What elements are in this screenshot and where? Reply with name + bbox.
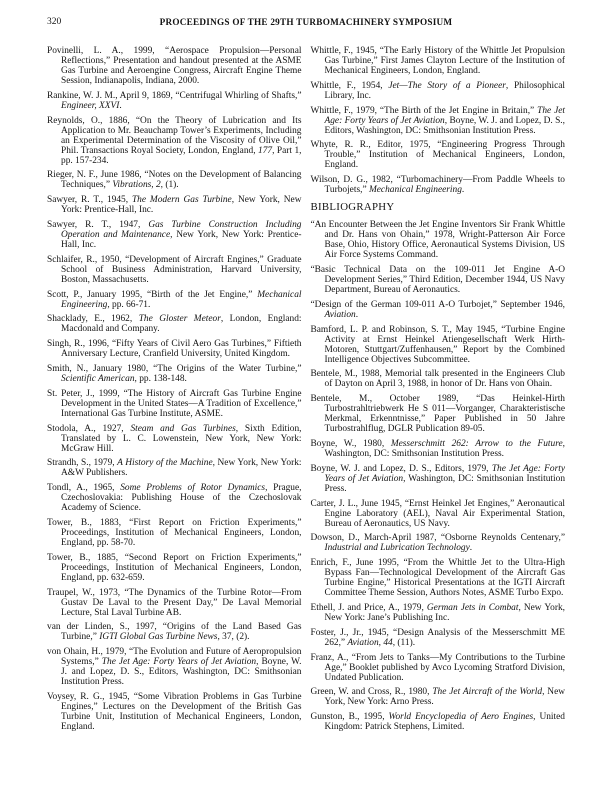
reference-entry: Dowson, D., March-April 1987, “Osborne Reynolds Centenary,” Industrial and Lubrication Technology. — [310, 533, 565, 554]
references-columns — [47, 46, 565, 737]
reference-entry: Smith, N., January 1980, “The Origins of the Water Turbine,” Scientific American, pp. 138-148. — [47, 363, 302, 384]
bibliography-heading: BIBLIOGRAPHY — [310, 201, 395, 214]
reference-entry: Enrich, F., June 1995, “From the Whittle Jet to the Ultra-High Bypass Fan—Technological Development of the Aircraft Gas Turbine Engine,” Historical Presentations at the IGTI Aircraft Committee Theme Session, Authors Notes, ASME Turbo Expo. — [310, 558, 565, 599]
reference-entry: “Design of the German 109-011 A-O Turbojet,” September 1946, Aviation. — [310, 299, 565, 320]
left-column — [47, 46, 302, 737]
reference-entry: Rankine, W. J. M., April 9, 1869, “Centrifugal Whirling of Shafts,” Engineer, XXVI. — [47, 90, 302, 111]
reference-entry: Rieger, N. F., June 1986, “Notes on the Development of Balancing Techniques,” Vibrations, 2, (1). — [47, 170, 302, 191]
reference-entry: Stodola, A., 1927, Steam and Gas Turbines, Sixth Edition, Translated by L. C. Lowenstein, New York, New York: McGraw Hill. — [47, 423, 302, 454]
reference-entry: Whittle, F., 1954, Jet—The Story of a Pioneer, Philosophical Library, Inc. — [310, 80, 565, 101]
reference-entry: von Ohain, H., 1979, “The Evolution and Future of Aeropropulsion Systems,” The Jet Age: Forty Years of Jet Aviation, Boyne, W. J. and Lopez, D. S., Editors, Washington, DC: Smithsonian Institution Press. — [47, 647, 302, 688]
reference-entry: Boyne, W., 1980, Messerschmitt 262: Arrow to the Future, Washington, DC: Smithsonian Institution Press. — [310, 438, 566, 459]
reference-entry: Bamford, L. P. and Robinson, S. T., May 1945, “Turbine Engine Activity at Ernst Heinkel Atiengesellschaft Werk Hirth-Motoren, Stuttgart/Zuffenhausen,” Report by the Combined Intelligence Objectives Subcommittee. — [310, 324, 565, 365]
reference-entry: Boyne, W. J. and Lopez, D. S., Editors, 1979, The Jet Age: Forty Years of Jet Aviation, Washington, DC: Smithsonian Institution Press. — [310, 463, 566, 494]
reference-entry: Scott, P., January 1995, “Birth of the Jet Engine,” Mechanical Engineering, pp. 66-71. — [47, 289, 302, 310]
reference-entry: Bentele, M., October 1989, “Das Heinkel-Hirth Turbostrahltriebwerk He S 011—Vorganger, Charakteristische Merkmal, Erkenntnisse,” Paper Published in 50 Jahre Turbostrahlflug, DGLR Publication 89-05. — [310, 394, 565, 435]
reference-entry: van der Linden, S., 1997, “Origins of the Land Based Gas Turbine,” IGTI Global Gas Turbine News, 37, (2). — [47, 622, 302, 643]
reference-entry: Whyte, R. R., Editor, 1975, “Engineering Progress Through Trouble,” Institution of Mechanical Engineers, London, England. — [310, 140, 565, 171]
reference-entry: St. Peter, J., 1999, “The History of Aircraft Gas Turbine Engine Development in the United States—A Tradition of Excellence,” International Gas Turbine Institute, ASME. — [47, 388, 302, 419]
running-head: PROCEEDINGS OF THE 29TH TURBOMACHINERY SYMPOSIUM — [159, 17, 453, 27]
reference-entry: Whittle, F., 1945, “The Early History of the Whittle Jet Propulsion Gas Turbine,” First James Clayton Lecture of the Institution of Mechanical Engineers, London, England. — [310, 46, 565, 76]
reference-entry: Gunston, B., 1995, World Encyclopedia of Aero Engines, United Kingdom: Patrick Stephens, Limited. — [310, 712, 565, 733]
reference-entry: Schlaifer, R., 1950, “Development of Aircraft Engines,” Graduate School of Business Administration, Harvard University, Boston, Massachusetts. — [47, 254, 302, 285]
reference-entry: Povinelli, L. A., 1999, “Aerospace Propulsion—Personal Reflections,” Presentation and handout presented at the ASME Gas Turbine and Aeroengine Congress, Aircraft Engine Theme Session, Indianapolis, Indiana, 2000. — [47, 46, 302, 86]
right-column — [311, 46, 566, 737]
reference-entry: Tondl, A., 1965, Some Problems of Rotor Dynamics, Prague, Czechoslovakia: Publishing House of the Czechoslovak Academy of Science. — [47, 483, 302, 514]
reference-entry: Strandh, S., 1979, A History of the Machine, New York, New York: A&W Publishers. — [47, 458, 302, 479]
page-number: 320 — [47, 17, 62, 27]
reference-entry: Reynolds, O., 1886, “On the Theory of Lubrication and Its Application to Mr. Beauchamp Tower’s Experiments, Including an Experimental Determination of the Viscosity of Olive Oil,” Phil. Transactions Royal Society, London, England, 177, Part 1, pp. 157-234. — [47, 115, 302, 166]
reference-entry: “An Encounter Between the Jet Engine Inventors Sir Frank Whittle and Dr. Hans von Ohain,” 1978, Wright-Patterson Air Force Base, Ohio, History Office, Aeronautical Systems Division, US Air Force Systems Command. — [310, 220, 565, 261]
reference-entry: Shacklady, E., 1962, The Gloster Meteor, London, England: Macdonald and Company. — [47, 314, 302, 335]
reference-entry: Whittle, F., 1979, “The Birth of the Jet Engine in Britain,” The Jet Age: Forty Years of Jet Aviation, Boyne, W. J. and Lopez, D. S., Editors, Washington, DC: Smithsonian Institution Press. — [310, 105, 565, 136]
reference-entry: Foster, J., Jr., 1945, “Design Analysis of the Messerschmitt ME 262,” Aviation, 44, (11). — [310, 627, 565, 648]
reference-entry: Bentele, M., 1988, Memorial talk presented in the Engineers Club of Dayton on April 3, 1988, in honor of Dr. Hans von Ohain. — [310, 369, 565, 390]
reference-entry: “Basic Technical Data on the 109-011 Jet Engine A-O Development Series,” Third Edition, December 1944, US Navy Department, Bureau of Aeronautics. — [310, 264, 565, 295]
reference-entry: Sawyer, R. T., 1947, Gas Turbine Construction Including Operation and Maintenance, New York, New York: Prentice-Hall, Inc. — [47, 219, 302, 250]
reference-entry: Franz, A., “From Jets to Tanks—My Contributions to the Turbine Age,” Booklet published by Avco Lycoming Stratford Division, Undated Publication. — [310, 652, 565, 683]
reference-entry: Wilson, D. G., 1982, “Turbomachinery—From Paddle Wheels to Turbojets,” Mechanical Engineering. — [310, 175, 565, 196]
reference-entry: Traupel, W., 1973, “The Dynamics of the Turbine Rotor—From Gustav De Laval to the Present Day,” De Laval Memorial Lecture, Stal Laval Turbine AB. — [47, 587, 302, 618]
reference-entry: Tower, B., 1883, “First Report on Friction Experiments,” Proceedings, Institution of Mechanical Engineers, London, England, pp. 58-70. — [47, 517, 302, 548]
page-header — [47, 17, 565, 28]
reference-entry: Carter, J. L., June 1945, “Ernst Heinkel Jet Engines,” Aeronautical Engine Laboratory (AEL), Naval Air Experimental Station, Bureau of Aeronautics, US Navy. — [310, 498, 565, 529]
reference-entry: Sawyer, R. T., 1945, The Modern Gas Turbine, New York, New York: Prentice-Hall, Inc. — [47, 195, 302, 216]
reference-entry: Singh, R., 1996, “Fifty Years of Civil Aero Gas Turbines,” Fiftieth Anniversary Lecture, Cranfield University, United Kingdom. — [47, 339, 302, 360]
reference-entry: Ethell, J. and Price, A., 1979, German Jets in Combat, New York, New York: Jane’s Publishing Inc. — [310, 602, 565, 623]
reference-entry: Tower, B., 1885, “Second Report on Friction Experiments,” Proceedings, Institution of Mechanical Engineers, London, England, pp. 632-659. — [47, 552, 302, 583]
reference-entry: Voysey, R. G., 1945, “Some Vibration Problems in Gas Turbine Engines,” Lectures on the Development of the British Gas Turbine Unit, Institution of Mechanical Engineers, London, England. — [47, 691, 302, 732]
reference-entry: Green, W. and Cross, R., 1980, The Jet Aircraft of the World, New York, New York: Arno Press. — [310, 687, 565, 708]
